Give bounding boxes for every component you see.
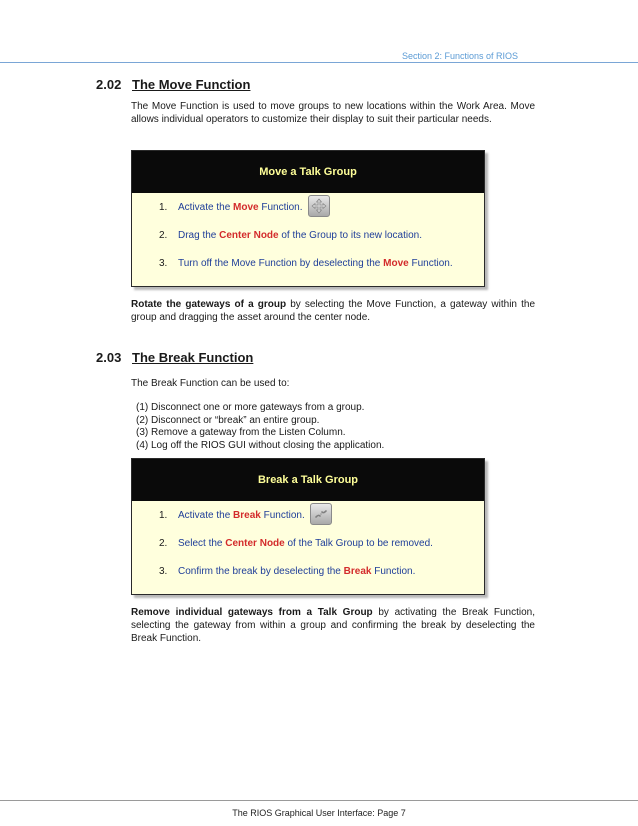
list-item: (2) Disconnect or “break” an entire group. <box>136 414 320 426</box>
note-text: by selecting the Move Function, a gateway within the group and dragging the asset around the center node. <box>131 299 536 323</box>
box-title: Break a Talk Group <box>132 459 484 501</box>
move-intro: The Move Function is used to move groups to new locations within the Work Area. Move allows individual operators to customize their display to suit their particular needs. <box>131 101 535 125</box>
footer-rule <box>0 800 638 801</box>
step-number: 2. <box>159 230 168 241</box>
break-icon[interactable] <box>310 503 332 525</box>
break-uses-list <box>136 402 536 452</box>
note-text: by activating the Break Function, selecting the gateway from within a group and confirming the break by deselecting the Break Function. <box>131 607 535 644</box>
break-intro: The Break Function can be used to: <box>131 378 290 389</box>
section-title: The Move Function <box>132 77 251 92</box>
running-header: Section 2: Functions of RIOS <box>401 51 518 61</box>
section-heading-move <box>96 77 250 92</box>
step-number: 1. <box>159 510 168 521</box>
break-step-3 <box>132 558 484 586</box>
move-step-3 <box>132 250 484 278</box>
step-text: Select the Center Node of the Talk Group to be removed. <box>178 538 433 549</box>
list-item: (1) Disconnect one or more gateways from a group. <box>136 402 365 413</box>
step-number: 1. <box>159 202 168 213</box>
step-number: 2. <box>159 538 168 549</box>
step-text: Turn off the Move Function by deselecting the Move Function. <box>178 258 453 269</box>
list-item: (4) Log off the RIOS GUI without closing the application. <box>136 439 385 451</box>
section-number: 2.02 <box>96 77 122 92</box>
note-bold: Remove individual gateways from a Talk Group <box>131 607 373 618</box>
step-text: Confirm the break by deselecting the Break Function. <box>178 566 416 577</box>
break-remove-note <box>131 606 535 645</box>
move-step-1 <box>132 194 484 222</box>
break-step-2 <box>132 530 484 558</box>
move-rotate-note <box>131 298 535 324</box>
step-text: Activate the Break Function. <box>178 502 332 530</box>
header-rule <box>0 62 638 63</box>
step-text: Drag the Center Node of the Group to its new location. <box>178 230 423 241</box>
move-procedure-box <box>131 150 485 287</box>
section-heading-break <box>96 350 253 365</box>
section-title: The Break Function <box>132 350 254 365</box>
move-step-2 <box>132 222 484 250</box>
note-bold: Rotate the gateways of a group <box>131 299 287 310</box>
break-procedure-box <box>131 458 485 595</box>
move-icon[interactable] <box>308 195 330 217</box>
page-footer: The RIOS Graphical User Interface: Page 7 <box>232 808 406 818</box>
box-title: Move a Talk Group <box>132 151 484 193</box>
list-item: (3) Remove a gateway from the Listen Column. <box>136 427 346 438</box>
section-number: 2.03 <box>96 350 122 365</box>
break-step-1 <box>132 502 484 530</box>
step-number: 3. <box>159 258 168 269</box>
step-text: Activate the Move Function. <box>178 194 330 222</box>
step-number: 3. <box>159 566 168 577</box>
